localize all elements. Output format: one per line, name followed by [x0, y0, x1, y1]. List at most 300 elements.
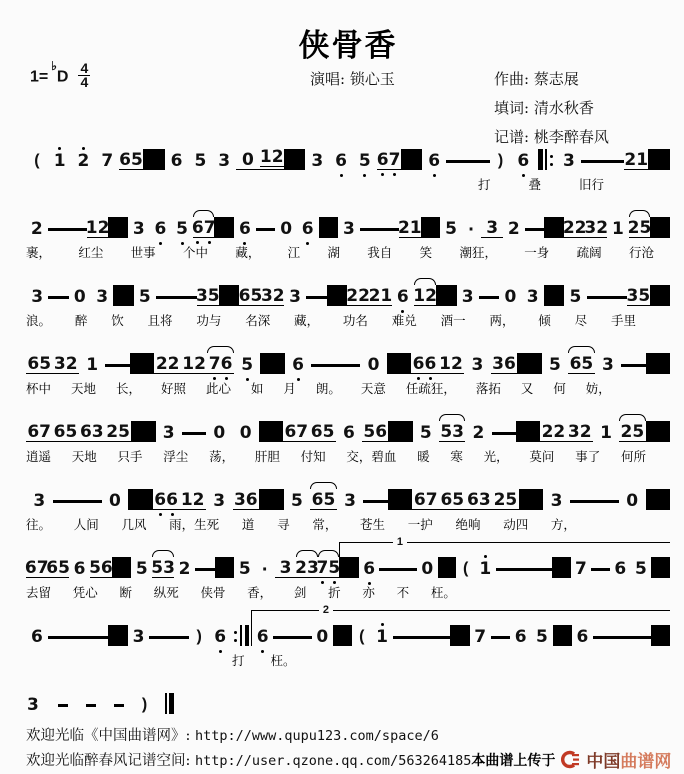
note: [360, 356, 386, 374]
lyric-syllable: 名深: [245, 313, 271, 328]
dash: [68, 636, 88, 639]
lyric-syllable: 难兑: [391, 313, 417, 328]
note-digit: 5: [569, 287, 582, 307]
note: [105, 423, 131, 442]
note: [619, 492, 646, 510]
barline: [388, 489, 413, 510]
note: [503, 220, 525, 238]
lyric-syllable: 任疏狂，: [405, 381, 456, 396]
score: [26, 134, 670, 714]
note: [234, 356, 260, 374]
note-digit: 7: [316, 558, 329, 578]
note-digit: 6: [467, 490, 479, 510]
note: [457, 288, 479, 306]
note: [309, 423, 335, 442]
score-line: [26, 270, 670, 329]
dotted-note-dot: ·: [261, 559, 269, 581]
lyric-syllable: 纵死: [153, 585, 179, 600]
note-digit: 2: [579, 422, 592, 442]
note-digit: 3: [91, 422, 104, 442]
dash: [363, 500, 388, 503]
note-digit: 5: [635, 559, 647, 579]
dash: [581, 160, 603, 163]
note: [26, 355, 52, 374]
lyric-syllable: 事了: [575, 449, 601, 464]
repeat-end-sign: [231, 625, 251, 646]
note: [362, 423, 388, 442]
note-digit: 6: [342, 423, 355, 443]
note: [607, 220, 629, 238]
note-digit: 1: [409, 218, 422, 238]
note: [95, 152, 119, 170]
note: [510, 628, 531, 646]
note: [154, 355, 180, 374]
note-digit: 5: [138, 287, 151, 307]
lyric-syllable: 尽: [574, 313, 588, 328]
lyric-syllable: 旧行: [579, 177, 605, 192]
logo-text: [586, 747, 671, 772]
lyric-syllable: 暖: [417, 449, 430, 464]
note-digit: 5: [194, 151, 207, 171]
lyric-syllable: 交，碧血: [346, 449, 397, 464]
note: [631, 560, 652, 578]
dash: [607, 296, 627, 299]
note-digit: 7: [203, 218, 216, 238]
note-digit: 7: [574, 559, 587, 579]
note-digit: 5: [58, 558, 70, 578]
note-digit: 3: [478, 490, 491, 510]
lyric-syllable: 荡，: [209, 449, 235, 464]
barline: [519, 489, 544, 510]
singer-credit: [310, 68, 395, 89]
score-line: [26, 338, 670, 397]
lyricist-credit: 填词: 清水秋香: [494, 99, 594, 117]
lyric-syllable: 肝胆: [254, 449, 280, 464]
dash: [256, 228, 276, 231]
note: [399, 219, 421, 238]
dash: [594, 500, 619, 503]
note: [284, 288, 306, 306]
note: [90, 559, 111, 578]
note-digit: 2: [562, 218, 575, 238]
key-signature: 1=♭D: [30, 59, 69, 86]
note-digit: 2: [30, 219, 43, 239]
note: [152, 559, 173, 578]
note-digit: 3: [289, 287, 302, 307]
lyric-syllable: 醉: [74, 313, 88, 328]
note-digit: 0: [421, 559, 434, 579]
note-digit: 6: [119, 150, 132, 170]
note-digit: 6: [220, 354, 233, 374]
dash: [393, 636, 412, 639]
dash: [48, 228, 68, 231]
note: [275, 559, 296, 578]
note-digit: 5: [639, 218, 652, 238]
barline: [259, 421, 283, 442]
note-digit: 6: [428, 151, 441, 171]
note: [275, 220, 297, 238]
note-digit: 3: [218, 151, 231, 171]
note-digit: 6: [154, 219, 167, 239]
barline: [516, 421, 540, 442]
barline: [130, 353, 154, 374]
note-digit: 6: [46, 558, 59, 578]
note-digit: 6: [292, 355, 304, 375]
barline: [651, 625, 670, 646]
note: [329, 152, 353, 170]
note-digit: 5: [151, 558, 164, 578]
dash: [631, 636, 650, 639]
qzone-url: http://user.qzone.qq.com/563264185: [195, 753, 472, 769]
barline: [438, 557, 457, 578]
note-digit: 7: [425, 490, 438, 510]
logo-text-dark: 中国: [586, 752, 621, 771]
qupu-url: http://www.qupu123.com/space/6: [195, 728, 439, 744]
site-links: [26, 724, 471, 774]
lyrics-row: [26, 515, 576, 533]
dash: [412, 636, 431, 639]
lyric-syllable: 功与: [196, 313, 222, 328]
note: [347, 287, 369, 306]
note: [411, 355, 437, 374]
parenthesis: (: [34, 152, 40, 169]
note-digit: 5: [39, 354, 52, 374]
note-digit: 5: [581, 354, 594, 374]
note: [26, 696, 40, 714]
note-digit: 3: [260, 286, 273, 306]
note: [336, 424, 362, 442]
dash: [273, 636, 292, 639]
note-digit: 5: [89, 558, 101, 578]
dash: [149, 636, 169, 639]
dash: [533, 568, 552, 571]
lyric-syllable: 断: [119, 585, 132, 600]
note: [79, 423, 105, 442]
barline: [112, 557, 131, 578]
barline: [214, 217, 234, 238]
note: [619, 423, 645, 442]
note-digit: 2: [368, 286, 381, 306]
note-digit: 0: [109, 491, 121, 511]
lyric-syllable: 付知: [300, 449, 326, 464]
logo-text-light: 曲谱网: [620, 752, 672, 771]
dash: [114, 704, 124, 707]
note: [234, 220, 256, 238]
welcome-line-2: 欢迎光临醉春风记谱空间: http://user.qzone.qq.com/563264185: [26, 753, 472, 769]
note-digit: 3: [601, 355, 614, 375]
lyric-syllable: 光，: [483, 449, 509, 464]
lyric-syllable: 裹，: [26, 245, 52, 260]
note: [119, 151, 143, 170]
note-digit: 2: [178, 559, 191, 579]
note: [284, 492, 311, 510]
note: [511, 152, 535, 170]
note-digit: 0: [239, 423, 252, 443]
note-digit: 5: [238, 559, 251, 579]
note-digit: 5: [419, 423, 432, 443]
note: [207, 355, 233, 374]
note: [353, 152, 377, 170]
note: [233, 491, 260, 510]
note-digit: 7: [296, 422, 309, 442]
note: [209, 628, 231, 646]
note-digit: 3: [132, 219, 145, 239]
note: [181, 355, 207, 374]
note: [233, 424, 259, 442]
note: [197, 287, 219, 306]
note-digit: 2: [271, 147, 284, 167]
note-digit: 3: [96, 287, 109, 307]
note-digit: 2: [397, 218, 410, 238]
note: [593, 424, 619, 442]
dash: [587, 296, 607, 299]
note-digit: 2: [493, 490, 506, 510]
time-signature: 4 4: [80, 60, 89, 90]
note-digit: 5: [452, 490, 465, 510]
lyric-syllable: 何: [553, 381, 566, 396]
note-digit: 2: [167, 354, 180, 374]
note-digit: 7: [474, 627, 487, 647]
lyric-syllable: 香，: [247, 585, 273, 600]
note-digit: 1: [180, 490, 193, 510]
note-digit: 6: [27, 354, 40, 374]
barline: [421, 217, 441, 238]
lyric-syllable: 月: [283, 381, 296, 396]
dash: [58, 704, 68, 707]
lyric-syllable: 不: [396, 585, 410, 600]
dash: [86, 704, 96, 707]
note-digit: 2: [346, 286, 359, 306]
dash: [496, 568, 515, 571]
note: [239, 287, 261, 306]
note-digit: 1: [85, 218, 98, 238]
lyric-syllable: 好照: [160, 381, 186, 396]
note: [359, 560, 380, 578]
dash: [48, 636, 68, 639]
note-digit: 6: [53, 422, 66, 442]
note-digit: 6: [440, 490, 453, 510]
note-digit: 3: [279, 558, 292, 578]
score-line: [26, 406, 670, 465]
note-digit: 1: [259, 147, 272, 167]
lyric-syllable: 天意: [360, 381, 386, 396]
lyric-syllable: 此心: [205, 381, 231, 396]
note: [91, 288, 113, 306]
note-digit: 5: [328, 558, 341, 578]
lyric-syllable: 往。: [26, 517, 52, 532]
note-digit: 6: [396, 287, 409, 307]
note: [252, 628, 273, 646]
qupu-logo-icon: [561, 750, 580, 769]
note-digit: 6: [191, 218, 204, 238]
note: [26, 288, 48, 306]
note-digit: 5: [363, 422, 376, 442]
note: [338, 220, 360, 238]
key-time-signature: [30, 59, 90, 90]
note: [377, 151, 401, 170]
note-digit: 6: [413, 490, 426, 510]
note: [188, 152, 212, 170]
barline: [646, 421, 670, 442]
note-digit: 3: [31, 287, 44, 307]
note-digit: 6: [375, 422, 388, 442]
note: [26, 628, 48, 646]
note: [260, 148, 284, 170]
lyric-syllable: 道: [241, 517, 255, 532]
lyrics-row: [26, 379, 611, 397]
note: [128, 628, 150, 646]
note-digit: 2: [194, 354, 206, 374]
note-digit: 5: [135, 559, 148, 579]
lyric-syllable: 酒一: [440, 313, 466, 328]
note: [156, 424, 182, 442]
dash: [468, 160, 490, 163]
note-digit: 3: [213, 491, 226, 511]
note-digit: 7: [101, 151, 114, 171]
lyric-syllable: 天地: [70, 381, 96, 396]
note-digit: 3: [562, 151, 575, 171]
barline: [143, 149, 165, 170]
notes-row: [24, 542, 670, 581]
note-digit: 1: [380, 286, 393, 306]
note: [193, 219, 215, 238]
note-digit: 6: [576, 627, 589, 647]
thick-bar: [245, 625, 250, 646]
note: [572, 628, 593, 646]
note: [564, 288, 586, 306]
note-digit: 7: [388, 150, 401, 170]
dash: [182, 432, 206, 435]
score-header: [26, 6, 670, 146]
note: [369, 287, 391, 306]
lyrics-row: [26, 651, 670, 669]
lyric-syllable: 叠: [528, 177, 542, 192]
note: [557, 152, 581, 170]
note: [595, 356, 621, 374]
barline: [108, 625, 128, 646]
barline: [544, 217, 564, 238]
note-digit: 2: [106, 422, 119, 442]
lyric-syllable: 天地: [71, 449, 97, 464]
score-line: [26, 678, 670, 714]
note-digit: 2: [574, 218, 587, 238]
parenthesis: ): [141, 696, 148, 713]
upload-note: 本曲谱上传于: [471, 751, 556, 768]
barline: [215, 557, 234, 578]
dash: [67, 228, 87, 231]
note-digit: 5: [505, 490, 518, 510]
note-digit: 6: [24, 558, 37, 578]
singer-name: 锁心玉: [349, 70, 395, 88]
note-digit: 0: [213, 423, 226, 443]
dash: [398, 568, 417, 571]
note-digit: 6: [238, 219, 251, 239]
note: [465, 424, 491, 442]
lyric-syllable: 寒: [450, 449, 463, 464]
dash: [514, 568, 533, 571]
note-digit: 2: [450, 354, 463, 374]
note-digit: 3: [550, 491, 563, 511]
note: [236, 151, 260, 170]
dash: [306, 296, 326, 299]
note-digit: 2: [77, 151, 90, 171]
barline: [436, 285, 456, 306]
barline: [131, 421, 155, 442]
note-digit: 6: [569, 354, 582, 374]
lyric-syllable: 个中: [182, 245, 208, 260]
parenthesis: (: [359, 628, 365, 645]
note-digit: 1: [376, 627, 388, 647]
lyric-syllable: 打: [232, 653, 245, 668]
note: [262, 287, 284, 306]
barline: [340, 557, 359, 578]
note-digit: 6: [335, 151, 347, 171]
note-digit: 6: [214, 627, 227, 647]
note-digit: 6: [238, 286, 251, 306]
note: [285, 356, 311, 374]
lyric-syllable: 一身: [524, 245, 550, 260]
note-digit: 3: [132, 627, 145, 647]
note: [413, 424, 439, 442]
notes-row: [26, 270, 670, 306]
note: [206, 424, 232, 442]
dash: [311, 364, 335, 367]
repeat-dots: [550, 155, 553, 166]
lyric-syllable: 且将: [147, 313, 173, 328]
note: [466, 491, 493, 510]
note: [470, 628, 491, 646]
note-digit: 2: [541, 422, 554, 442]
barline: [333, 625, 352, 646]
note: [26, 559, 47, 578]
dash: [446, 160, 468, 163]
lyric-syllable: 动四: [503, 517, 529, 532]
note-digit: 6: [170, 151, 183, 171]
note: [153, 491, 180, 510]
lyric-syllable: 绝响: [455, 517, 481, 532]
note-digit: 7: [36, 558, 49, 578]
lyric-syllable: 方，: [550, 517, 576, 532]
parenthesis: (: [462, 560, 469, 577]
site-brand: [471, 747, 671, 774]
dash: [53, 500, 78, 503]
barline: [553, 625, 572, 646]
note-digit: 0: [626, 491, 639, 511]
dash: [525, 228, 545, 231]
note-digit: 5: [207, 286, 220, 306]
note: [283, 423, 309, 442]
note-digit: 5: [290, 491, 303, 511]
barline: [646, 489, 671, 510]
note: [531, 628, 552, 646]
note: [567, 423, 593, 442]
note: [79, 356, 105, 374]
note-digit: 5: [322, 422, 335, 442]
note: [26, 423, 52, 442]
barline: [648, 149, 670, 170]
note: [440, 220, 462, 238]
note-digit: 6: [256, 627, 269, 647]
lyric-syllable: 雨，生死: [169, 517, 220, 532]
lyric-syllable: 行沧: [628, 245, 654, 260]
note-digit: 6: [514, 627, 527, 647]
lyrics-row: [26, 447, 646, 465]
note: [439, 423, 465, 442]
note-digit: 6: [517, 151, 530, 171]
note: [629, 219, 651, 238]
note-digit: 1: [439, 354, 451, 374]
repeat-dots: [234, 631, 237, 642]
